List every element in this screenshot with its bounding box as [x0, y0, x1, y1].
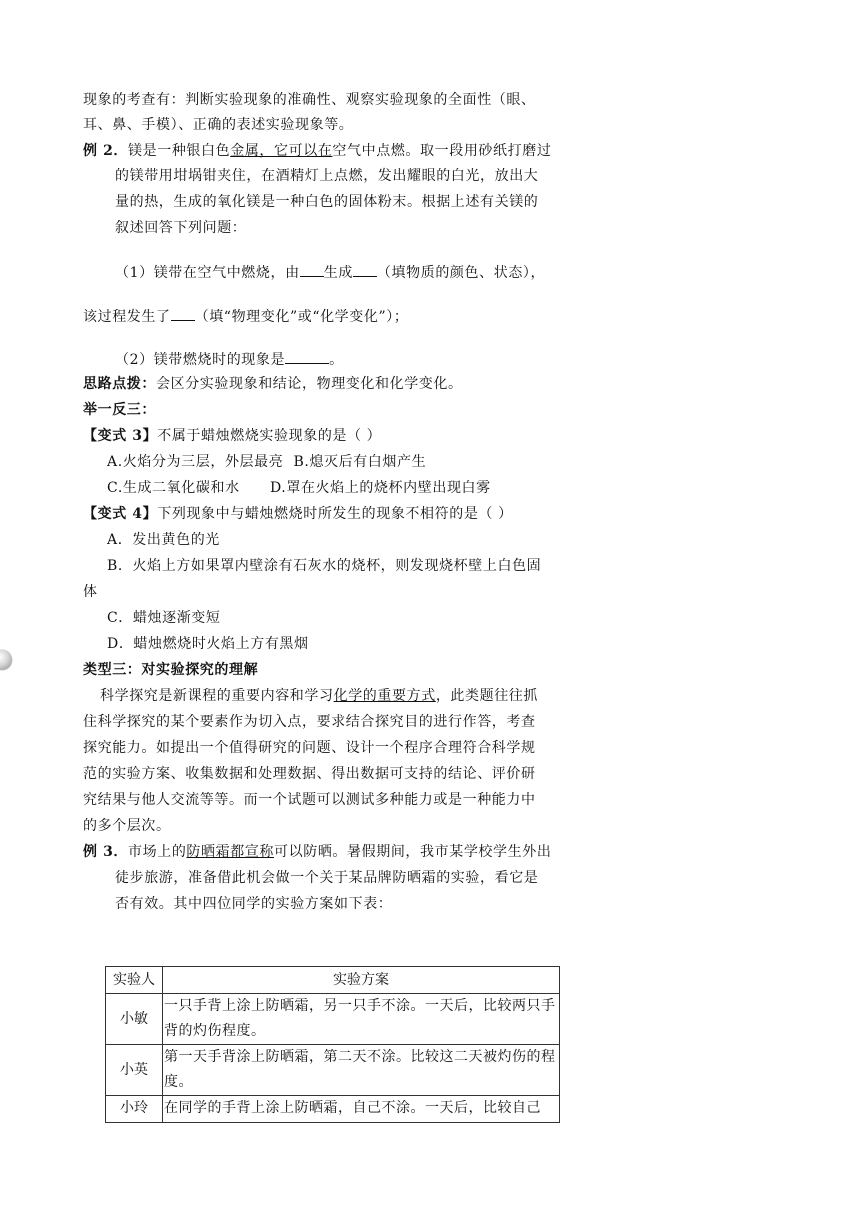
intro-line: 现象的考查有：判断实验现象的准确性、观察实验现象的全面性（眼、: [83, 92, 536, 108]
variant-3-options: A.火焰分为三层，外层最亮 B.熄灭后有白烟产生: [107, 454, 427, 470]
paragraph-line: 科学探究是新课程的重要内容和学习化学的重要方式，此类题往往抓: [100, 688, 539, 704]
plan-cell: 第一天手背涂上防晒霜，第二天不涂。比较这二天被灼伤的程度。: [163, 1045, 560, 1096]
table-row: [106, 1096, 560, 1123]
example-2-line: 量的热，生成的氧化镁是一种白色的固体粉末。根据上述有关镁的: [115, 194, 539, 210]
plan-cell: 一只手背上涂上防晒霜，另一只手不涂。一天后，比较两只手背的灼伤程度。: [163, 994, 560, 1045]
plan-cell: 在同学的手背上涂上防晒霜，自己不涂。一天后，比较自己: [163, 1096, 560, 1123]
underlined-text: 化学的重要方式: [333, 688, 436, 704]
table-row: [106, 994, 560, 1045]
paragraph-line: 探究能力。如提出一个值得研究的问题、设计一个程序合理符合科学规: [83, 740, 536, 756]
example-2-first-line: 例 2．镁是一种银白色金属，它可以在空气中点燃。取一段用砂纸打磨过: [83, 143, 552, 159]
answer-blank: [285, 349, 329, 364]
experimenter-cell: 小敏: [106, 994, 163, 1045]
example-2-line: 的镁带用坩埚钳夹住，在酒精灯上点燃，发出耀眼的白光，放出大: [115, 168, 539, 184]
example-2-label: 例 2．: [83, 143, 129, 159]
example-3-label: 例 3．: [83, 844, 129, 860]
question-1: （1）镁带在空气中燃烧，由 生成 （填物质的颜色、状态），: [115, 262, 545, 283]
example-3-line: 徒步旅游，准备借此机会做一个关于某品牌防晒霜的实验，看它是: [115, 870, 539, 886]
column-header: 实验人: [106, 967, 163, 994]
answer-blank: [353, 262, 377, 277]
hint-label: 思路点拨：: [83, 376, 156, 392]
option-b: B．火焰上方如果罩内壁涂有石灰水的烧杯，则发现烧杯壁上白色固: [107, 558, 542, 574]
variant-3-options: C.生成二氧化碳和水 D.罩在火焰上的烧杯内壁出现白雾: [107, 480, 491, 496]
option-b-continued: 体: [83, 584, 98, 600]
variant-label: 【变式 4】: [83, 506, 158, 522]
hint-line: 思路点拨：会区分实验现象和结论，物理变化和化学变化。: [83, 376, 463, 392]
intro-line: 耳、鼻、手模）、正确的表述实验现象等。: [83, 117, 354, 133]
experimenter-cell: 小英: [106, 1045, 163, 1096]
variant-3-question: 【变式 3】不属于蜡烛燃烧实验现象的是（ ）: [83, 428, 382, 444]
experiment-table: [105, 966, 560, 1123]
answer-blank: [171, 306, 195, 321]
variant-4-question: 【变式 4】下列现象中与蜡烛燃烧时所发生的现象不相符的是（ ）: [83, 506, 513, 522]
paragraph-line: 究结果与他人交流等等。而一个试题可以测试多种能力或是一种能力中: [83, 792, 536, 808]
option-a: A．发出黄色的光: [107, 532, 220, 548]
paragraph-line: 范的实验方案、收集数据和处理数据、得出数据可支持的结论、评价研: [83, 766, 536, 782]
example-3-line: 否有效。其中四位同学的实验方案如下表：: [115, 896, 393, 912]
paragraph-line: 住科学探究的某个要素作为切入点，要求结合探究目的进行作答，考查: [83, 714, 536, 730]
underlined-text: 防晒霜都宣称: [186, 844, 275, 860]
option-d: D．蜡烛燃烧时火焰上方有黑烟: [107, 636, 309, 652]
section-title: 类型三：对实验探究的理解: [83, 662, 259, 678]
option-c: C．蜡烛逐渐变短: [107, 610, 221, 626]
table-row: [106, 1045, 560, 1096]
answer-blank: [300, 262, 324, 277]
paragraph-line: 的多个层次。: [83, 818, 171, 834]
question-1-continued: 该过程发生了 （填“物理变化”或“化学变化”）；: [83, 306, 408, 327]
variant-label: 【变式 3】: [83, 428, 158, 444]
experimenter-cell: 小玲: [106, 1096, 163, 1123]
practice-title: 举一反三：: [83, 402, 156, 418]
question-2: （2）镁带燃烧时的现象是 。: [115, 349, 344, 370]
table-header-row: [106, 967, 560, 994]
example-2-line: 叙述回答下列问题：: [115, 220, 247, 236]
column-header: 实验方案: [163, 967, 560, 994]
sphere-bullet-icon: [0, 650, 12, 670]
example-3-first-line: 例 3．市场上的防晒霜都宣称可以防晒。暑假期间，我市某学校学生外出: [83, 844, 552, 860]
underlined-text: 金属，它可以在: [230, 143, 333, 159]
